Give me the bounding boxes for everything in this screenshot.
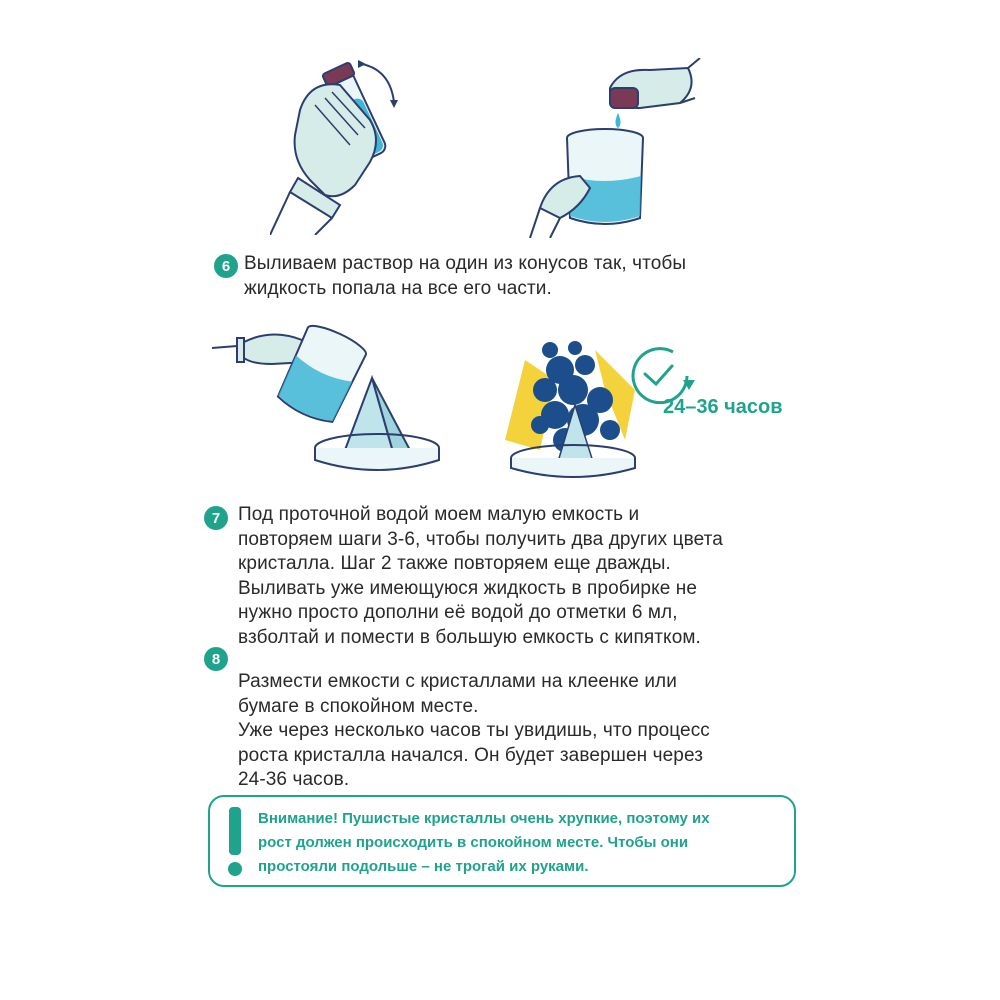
step-7-text xyxy=(238,503,723,650)
warning-box xyxy=(208,795,796,887)
step-6-line-2: жидкость попала на все его части. xyxy=(244,277,552,299)
step-8-line-4: роста кристалла начался. Он будет завершен через xyxy=(238,744,704,766)
step-6-line-1: Выливаем раствор на один из конусов так, чтобы xyxy=(244,253,687,274)
step-7-line-1: Под проточной водой моем малую емкость и xyxy=(238,504,640,525)
step-8-badge: 8 xyxy=(204,647,228,671)
step-7-line-5: нужно просто дополни её водой до отметки 6 мл, xyxy=(238,602,678,623)
step-8-line-1: Размести емкости с кристаллами на клеенке или xyxy=(238,671,677,692)
warning-line-3: простояли подольше – не трогай их руками. xyxy=(258,858,589,875)
warning-line-1: Внимание! Пушистые кристаллы очень хрупкие, поэтому их xyxy=(258,810,710,827)
hand-shaking-test-tube-icon xyxy=(270,50,420,235)
hand-pouring-into-beaker-icon xyxy=(520,58,710,238)
duration-label: 24–36 часов xyxy=(663,396,783,418)
hand-pouring-on-cone-icon xyxy=(212,318,467,488)
step-7-badge: 7 xyxy=(204,506,228,530)
step-7-line-2: повторяем шаги 3-6, чтобы получить два других цвета xyxy=(238,528,723,550)
exclamation-icon xyxy=(224,807,246,879)
step-7-line-4: Выливать уже имеющуюся жидкость в пробирке не xyxy=(238,577,698,599)
step-8-text xyxy=(238,670,710,793)
step-8-line-5: 24-36 часов. xyxy=(238,769,350,790)
step-8-line-2: бумаге в спокойном месте. xyxy=(238,695,479,717)
step-7-line-6: взболтай и помести в большую емкость с кипятком. xyxy=(238,626,701,648)
warning-text xyxy=(258,807,710,879)
step-6-badge: 6 xyxy=(214,254,238,278)
step-7-line-3: кристалла. Шаг 2 также повторяем еще дважды. xyxy=(238,553,671,574)
warning-line-2: рост должен происходить в спокойном месте. Чтобы они xyxy=(258,834,689,851)
step-8-line-3: Уже через несколько часов ты увидишь, что процесс xyxy=(238,720,710,741)
step-6-text xyxy=(244,252,686,301)
